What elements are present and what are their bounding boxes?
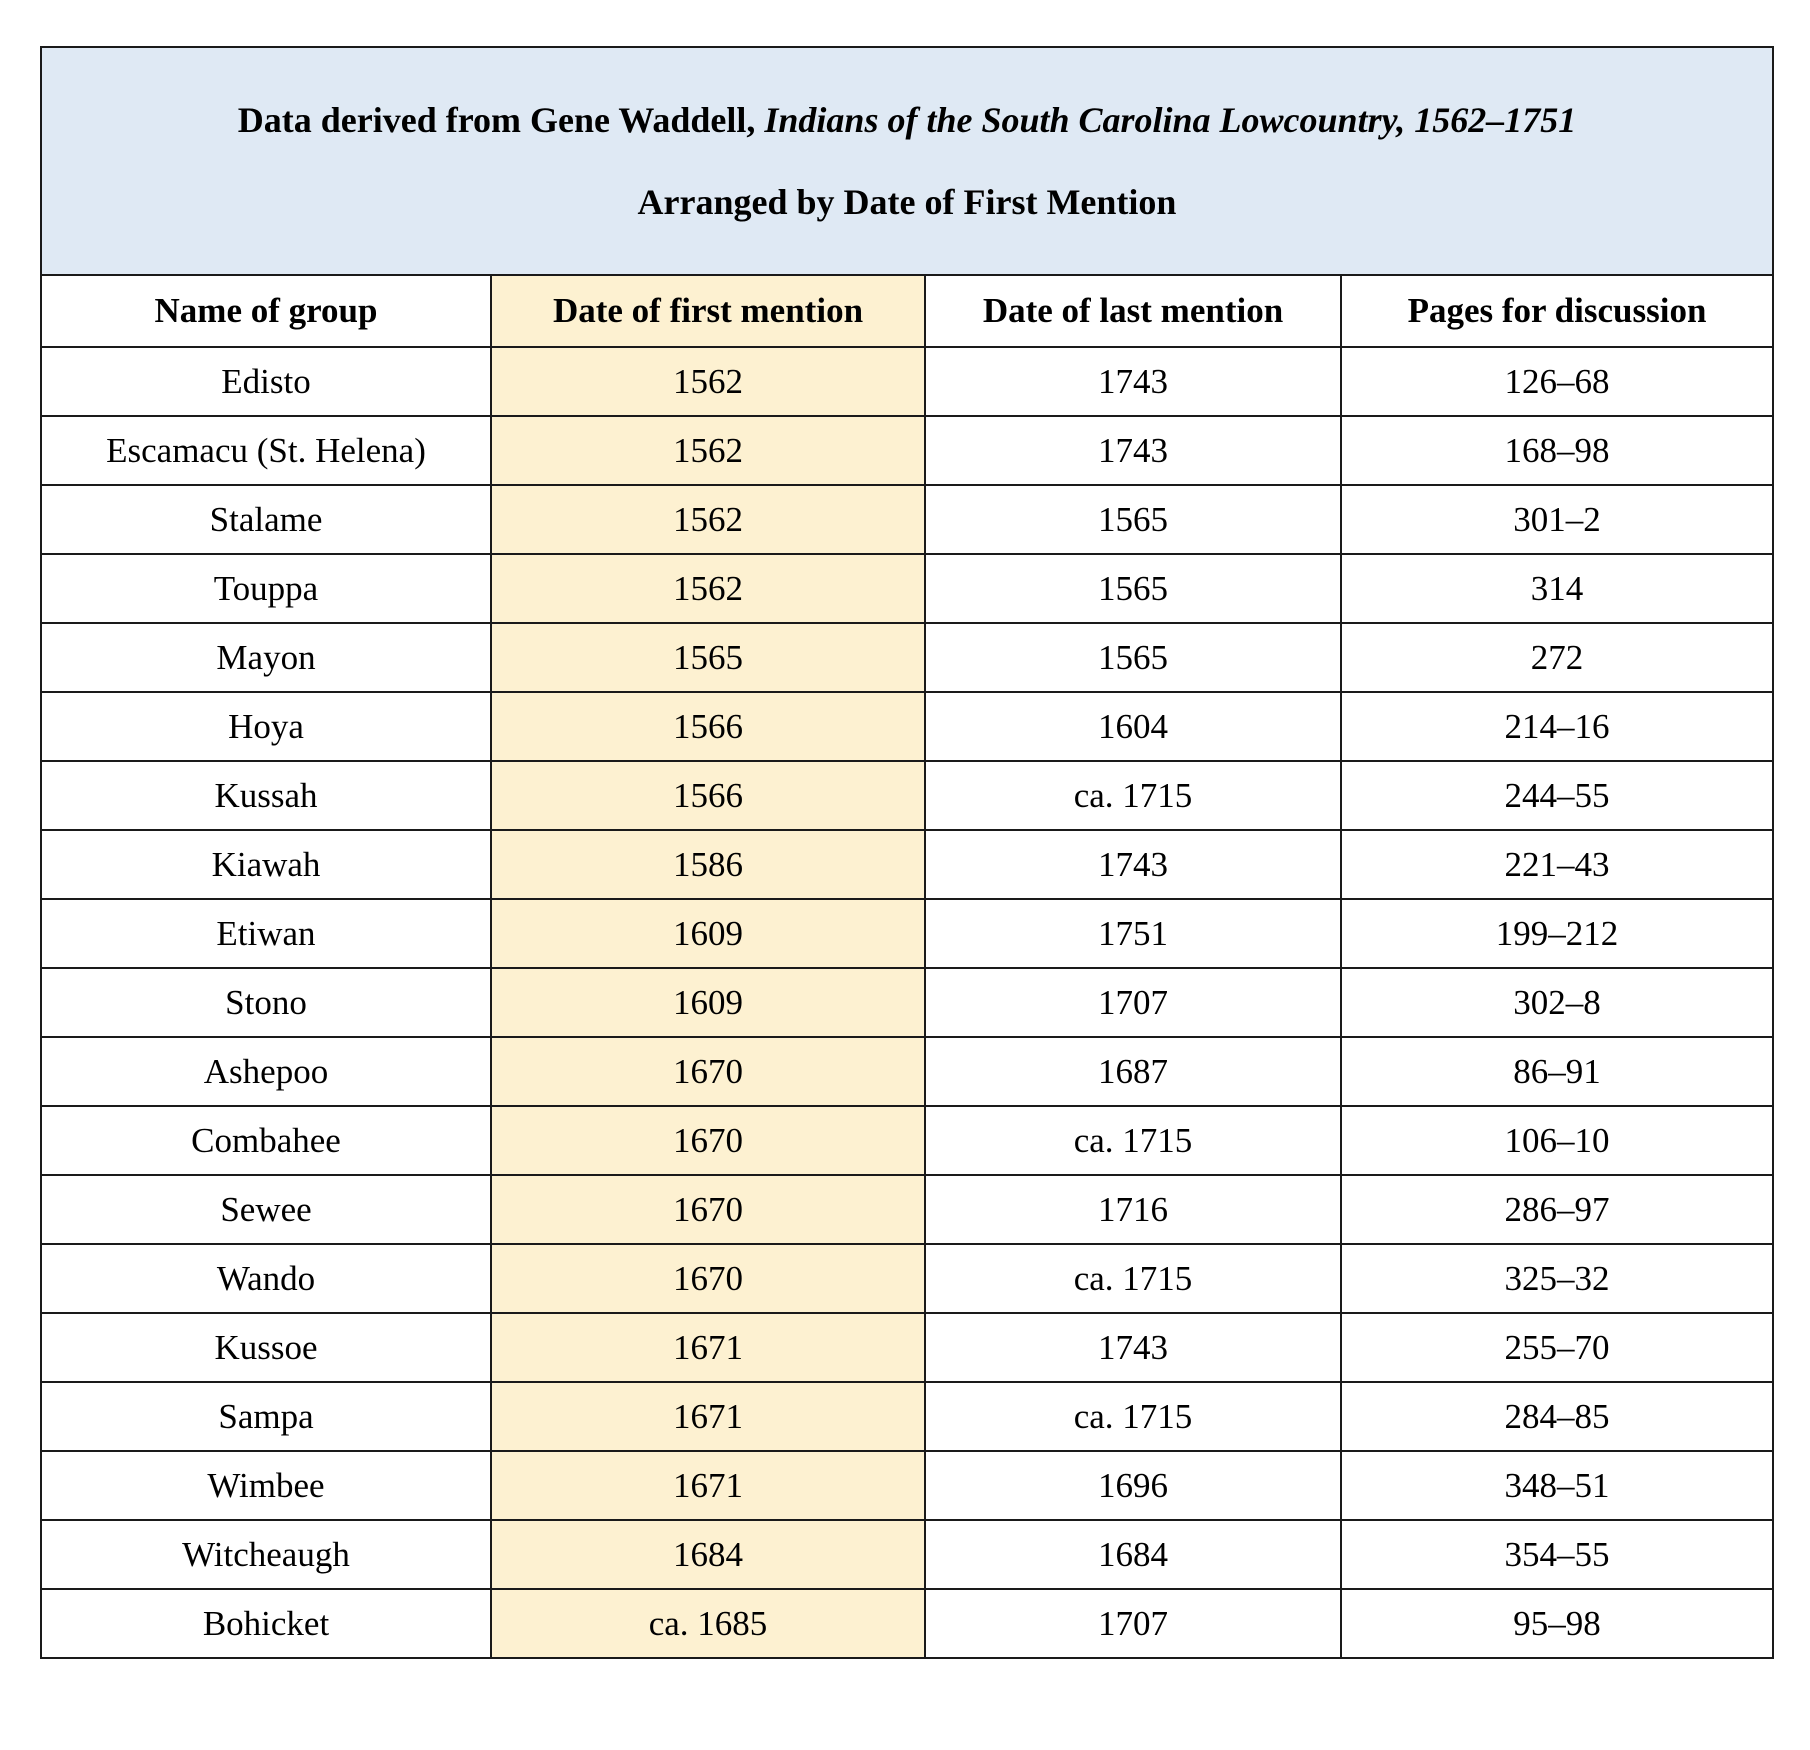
cell-first-mention: 1670	[491, 1037, 925, 1106]
table-body	[41, 347, 1773, 1658]
cell-first-mention: 1671	[491, 1382, 925, 1451]
cell-first-mention: 1670	[491, 1175, 925, 1244]
table-row	[41, 554, 1773, 623]
cell-pages: 95–98	[1341, 1589, 1773, 1658]
cell-last-mention: 1751	[925, 899, 1341, 968]
cell-group-name: Mayon	[41, 623, 491, 692]
cell-group-name: Kussoe	[41, 1313, 491, 1382]
cell-pages: 272	[1341, 623, 1773, 692]
cell-last-mention: 1696	[925, 1451, 1341, 1520]
table-row	[41, 692, 1773, 761]
title-line-source	[42, 102, 1772, 138]
cell-pages: 348–51	[1341, 1451, 1773, 1520]
cell-pages: 354–55	[1341, 1520, 1773, 1589]
cell-group-name: Kiawah	[41, 830, 491, 899]
title-prefix: Data derived from Gene Waddell,	[237, 100, 765, 140]
cell-pages: 214–16	[1341, 692, 1773, 761]
cell-group-name: Escamacu (St. Helena)	[41, 416, 491, 485]
cell-first-mention: 1586	[491, 830, 925, 899]
cell-last-mention: 1565	[925, 554, 1341, 623]
cell-first-mention: ca. 1685	[491, 1589, 925, 1658]
cell-pages: 284–85	[1341, 1382, 1773, 1451]
cell-pages: 86–91	[1341, 1037, 1773, 1106]
table-row	[41, 1106, 1773, 1175]
cell-group-name: Sampa	[41, 1382, 491, 1451]
title-row	[41, 47, 1773, 275]
table-row	[41, 968, 1773, 1037]
table-row	[41, 761, 1773, 830]
table-row	[41, 1244, 1773, 1313]
table-row	[41, 830, 1773, 899]
table-title	[41, 47, 1773, 275]
table-row	[41, 1589, 1773, 1658]
column-header-name: Name of group	[41, 275, 491, 347]
cell-group-name: Ashepoo	[41, 1037, 491, 1106]
table-row	[41, 1313, 1773, 1382]
cell-group-name: Hoya	[41, 692, 491, 761]
table-row	[41, 347, 1773, 416]
table-row	[41, 1382, 1773, 1451]
cell-last-mention: 1743	[925, 830, 1341, 899]
cell-last-mention: 1565	[925, 623, 1341, 692]
cell-pages: 221–43	[1341, 830, 1773, 899]
table-row	[41, 1037, 1773, 1106]
table-row	[41, 416, 1773, 485]
cell-last-mention: 1707	[925, 1589, 1341, 1658]
cell-last-mention: 1687	[925, 1037, 1341, 1106]
cell-group-name: Wimbee	[41, 1451, 491, 1520]
cell-first-mention: 1609	[491, 968, 925, 1037]
cell-group-name: Touppa	[41, 554, 491, 623]
cell-pages: 301–2	[1341, 485, 1773, 554]
cell-last-mention: 1743	[925, 416, 1341, 485]
column-header-pages: Pages for discussion	[1341, 275, 1773, 347]
table-row	[41, 1451, 1773, 1520]
cell-first-mention: 1670	[491, 1244, 925, 1313]
cell-first-mention: 1566	[491, 692, 925, 761]
cell-pages: 325–32	[1341, 1244, 1773, 1313]
cell-last-mention: 1716	[925, 1175, 1341, 1244]
cell-last-mention: 1565	[925, 485, 1341, 554]
cell-last-mention: 1707	[925, 968, 1341, 1037]
cell-pages: 302–8	[1341, 968, 1773, 1037]
table-row	[41, 899, 1773, 968]
cell-pages: 168–98	[1341, 416, 1773, 485]
cell-first-mention: 1562	[491, 485, 925, 554]
cell-pages: 286–97	[1341, 1175, 1773, 1244]
cell-group-name: Stalame	[41, 485, 491, 554]
cell-pages: 106–10	[1341, 1106, 1773, 1175]
cell-pages: 314	[1341, 554, 1773, 623]
cell-group-name: Stono	[41, 968, 491, 1037]
cell-last-mention: 1743	[925, 1313, 1341, 1382]
cell-pages: 126–68	[1341, 347, 1773, 416]
cell-last-mention: ca. 1715	[925, 761, 1341, 830]
cell-first-mention: 1565	[491, 623, 925, 692]
cell-group-name: Combahee	[41, 1106, 491, 1175]
cell-group-name: Kussah	[41, 761, 491, 830]
cell-first-mention: 1670	[491, 1106, 925, 1175]
cell-first-mention: 1562	[491, 416, 925, 485]
cell-group-name: Edisto	[41, 347, 491, 416]
cell-group-name: Bohicket	[41, 1589, 491, 1658]
cell-pages: 255–70	[1341, 1313, 1773, 1382]
cell-first-mention: 1566	[491, 761, 925, 830]
column-header-first-mention: Date of first mention	[491, 275, 925, 347]
data-table-container	[40, 46, 1772, 1659]
cell-last-mention: 1743	[925, 347, 1341, 416]
cell-first-mention: 1684	[491, 1520, 925, 1589]
cell-last-mention: ca. 1715	[925, 1106, 1341, 1175]
cell-first-mention: 1609	[491, 899, 925, 968]
cell-last-mention: 1684	[925, 1520, 1341, 1589]
table-row	[41, 485, 1773, 554]
cell-first-mention: 1562	[491, 347, 925, 416]
header-row	[41, 275, 1773, 347]
cell-first-mention: 1562	[491, 554, 925, 623]
cell-first-mention: 1671	[491, 1451, 925, 1520]
cell-group-name: Witcheaugh	[41, 1520, 491, 1589]
cell-group-name: Sewee	[41, 1175, 491, 1244]
cell-last-mention: ca. 1715	[925, 1382, 1341, 1451]
cell-last-mention: ca. 1715	[925, 1244, 1341, 1313]
cell-pages: 199–212	[1341, 899, 1773, 968]
table-row	[41, 1520, 1773, 1589]
data-table	[40, 46, 1774, 1659]
cell-group-name: Wando	[41, 1244, 491, 1313]
cell-first-mention: 1671	[491, 1313, 925, 1382]
table-row	[41, 623, 1773, 692]
title-book: Indians of the South Carolina Lowcountry, 1562–1751	[764, 100, 1577, 140]
table-row	[41, 1175, 1773, 1244]
table-subtitle: Arranged by Date of First Mention	[637, 182, 1177, 222]
column-header-last-mention: Date of last mention	[925, 275, 1341, 347]
cell-pages: 244–55	[1341, 761, 1773, 830]
cell-last-mention: 1604	[925, 692, 1341, 761]
cell-group-name: Etiwan	[41, 899, 491, 968]
